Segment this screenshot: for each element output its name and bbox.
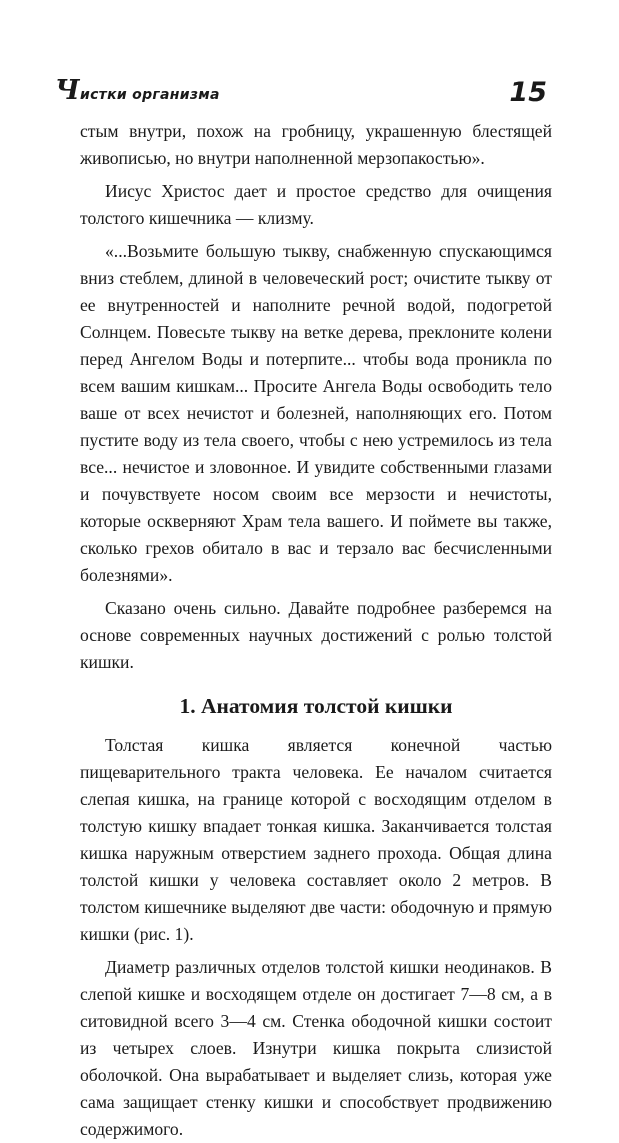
page-body: [80, 118, 552, 1143]
paragraph-anatomy-overview: Толстая кишка является конечной частью пищеварительного тракта человека. Ее началом считается слепая кишка, на границе которой с восходящим отделом в толстую кишку впадает тонкая кишка. Заканчивается толстая кишка наружным отверстием заднего прохода. Общая длина толстой кишки у человека составляет около 2 метров. В толстом кишечнике выделяют две части: ободочную и прямую кишки (рис. 1).: [80, 735, 552, 944]
running-title-initial: Ч: [55, 75, 80, 106]
paragraph-anatomy-diameter: Диаметр различных отделов толстой кишки неодинаков. В слепой кишке и восходящем отделе он достигает 7—8 см, а в ситовидной всего 3—4 см. Стенка ободочной кишки состоит из четырех слоев. Изнутри кишка покрыта слизистой оболочкой. Она вырабатывает и выделяет слизь, которая уже сама защищает стенку кишки и способствует продвижению содержимого.: [80, 957, 552, 1139]
running-title: [55, 75, 220, 106]
paragraph-continuation: стым внутри, похож на гробницу, украшенную блестящей живописью, но внутри наполненной мерзопакостью».: [80, 121, 552, 168]
page-number: 15: [509, 77, 547, 108]
paragraph-quote: «...Возьмите большую тыкву, снабженную спускающимся вниз стеблем, длиной в человеческий рост; очистите тыкву от ее внутренностей и наполните речной водой, подогретой Солнцем. Повесьте тыкву на ветке дерева, преклоните колени перед Ангелом Воды и потерпите... чтобы вода проникла по всем вашим кишкам... Просите Ангела Воды освободить тело ваше от всех нечистот и болезней, наполняющих его. Потом пустите воду из тела своего, чтобы с нею устремилось из тела все... нечистое и зловонное. И увидите собственными глазами и почувствуете носом своим все мерзости и нечистоты, которые оскверняют Храм тела вашего. И поймете вы также, сколько грехов обитало в вас и терзало вас бесчисленными болезнями».: [80, 241, 552, 585]
page-header: [55, 74, 547, 106]
running-title-text: истки организма: [79, 87, 220, 103]
paragraph-enema-intro: Иисус Христос дает и простое средство для очищения толстого кишечника — клизму.: [80, 181, 552, 228]
section-heading: 1. Анатомия толстой кишки: [179, 694, 453, 718]
paragraph-transition: Сказано очень сильно. Давайте подробнее разберемся на основе современных научных достижений с ролью толстой кишки.: [80, 598, 552, 672]
